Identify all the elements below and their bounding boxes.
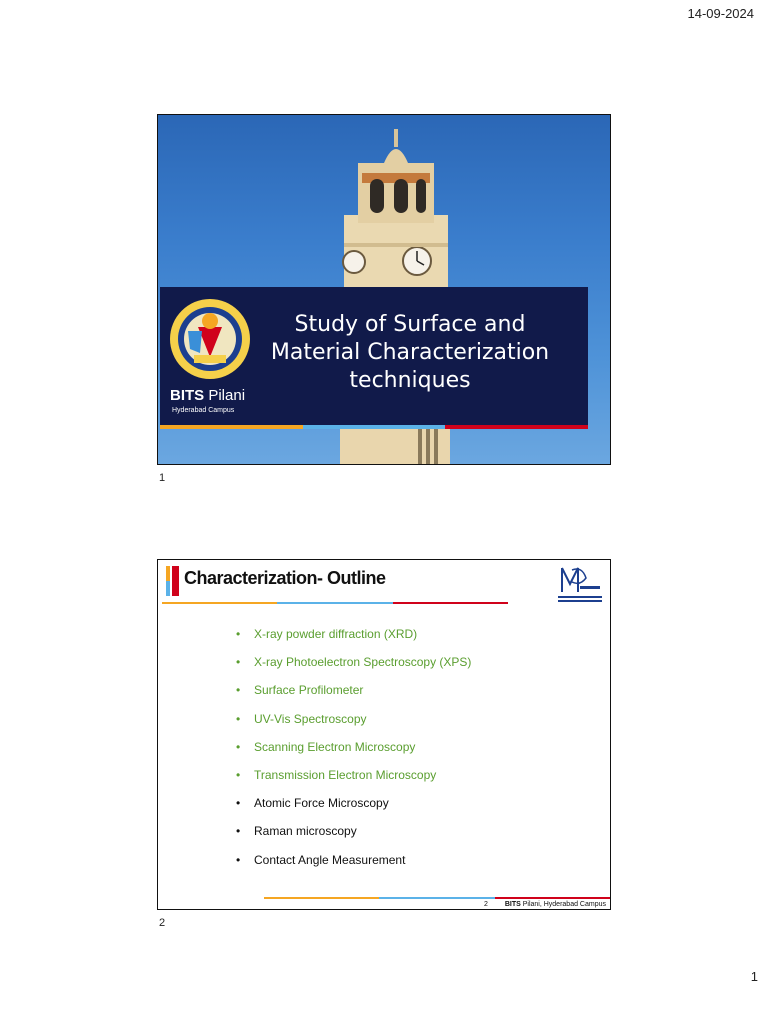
banner-stripe (160, 425, 588, 429)
outline-item: • Atomic Force Microscopy (236, 795, 471, 823)
campus-label: Hyderabad Campus (172, 407, 235, 414)
header-underline (162, 602, 508, 604)
slide-2-footer-org: BITS Pilani, Hyderabad Campus (504, 901, 606, 908)
slide-1-title: Study of Surface and Material Characterization techniques (270, 312, 550, 393)
outline-item: • Scanning Electron Microscopy (236, 739, 471, 767)
slide-1 (157, 114, 611, 465)
outline-item: • Contact Angle Measurement (236, 852, 471, 880)
bits-crest-icon (168, 297, 252, 381)
slide-1-number: 1 (159, 472, 166, 484)
outline-item: • X-ray powder diffraction (XRD) (236, 626, 471, 654)
slide-2-title: Characterization- Outline (184, 568, 386, 588)
header-accent-bar-red (172, 566, 179, 596)
slide-2-number: 2 (159, 917, 166, 929)
outline-item: • Surface Profilometer (236, 682, 471, 710)
slide-2-footer-number: 2 (484, 901, 488, 908)
outline-item: • UV-Vis Spectroscopy (236, 711, 471, 739)
title-banner (160, 287, 588, 429)
page-number: 1 (750, 969, 758, 984)
footer-stripe (264, 897, 610, 899)
handout-date: 14-09-2024 (687, 6, 754, 21)
bits-pilani-wordmark: BITS Pilani (170, 387, 246, 404)
mems-lab-logo-icon (556, 564, 604, 606)
outline-list (236, 626, 471, 880)
header-accent-bar (166, 566, 170, 596)
slide-2 (157, 559, 611, 910)
outline-item: • Transmission Electron Microscopy (236, 767, 471, 795)
outline-item: • Raman microscopy (236, 823, 471, 851)
outline-item: • X-ray Photoelectron Spectroscopy (XPS) (236, 654, 471, 682)
